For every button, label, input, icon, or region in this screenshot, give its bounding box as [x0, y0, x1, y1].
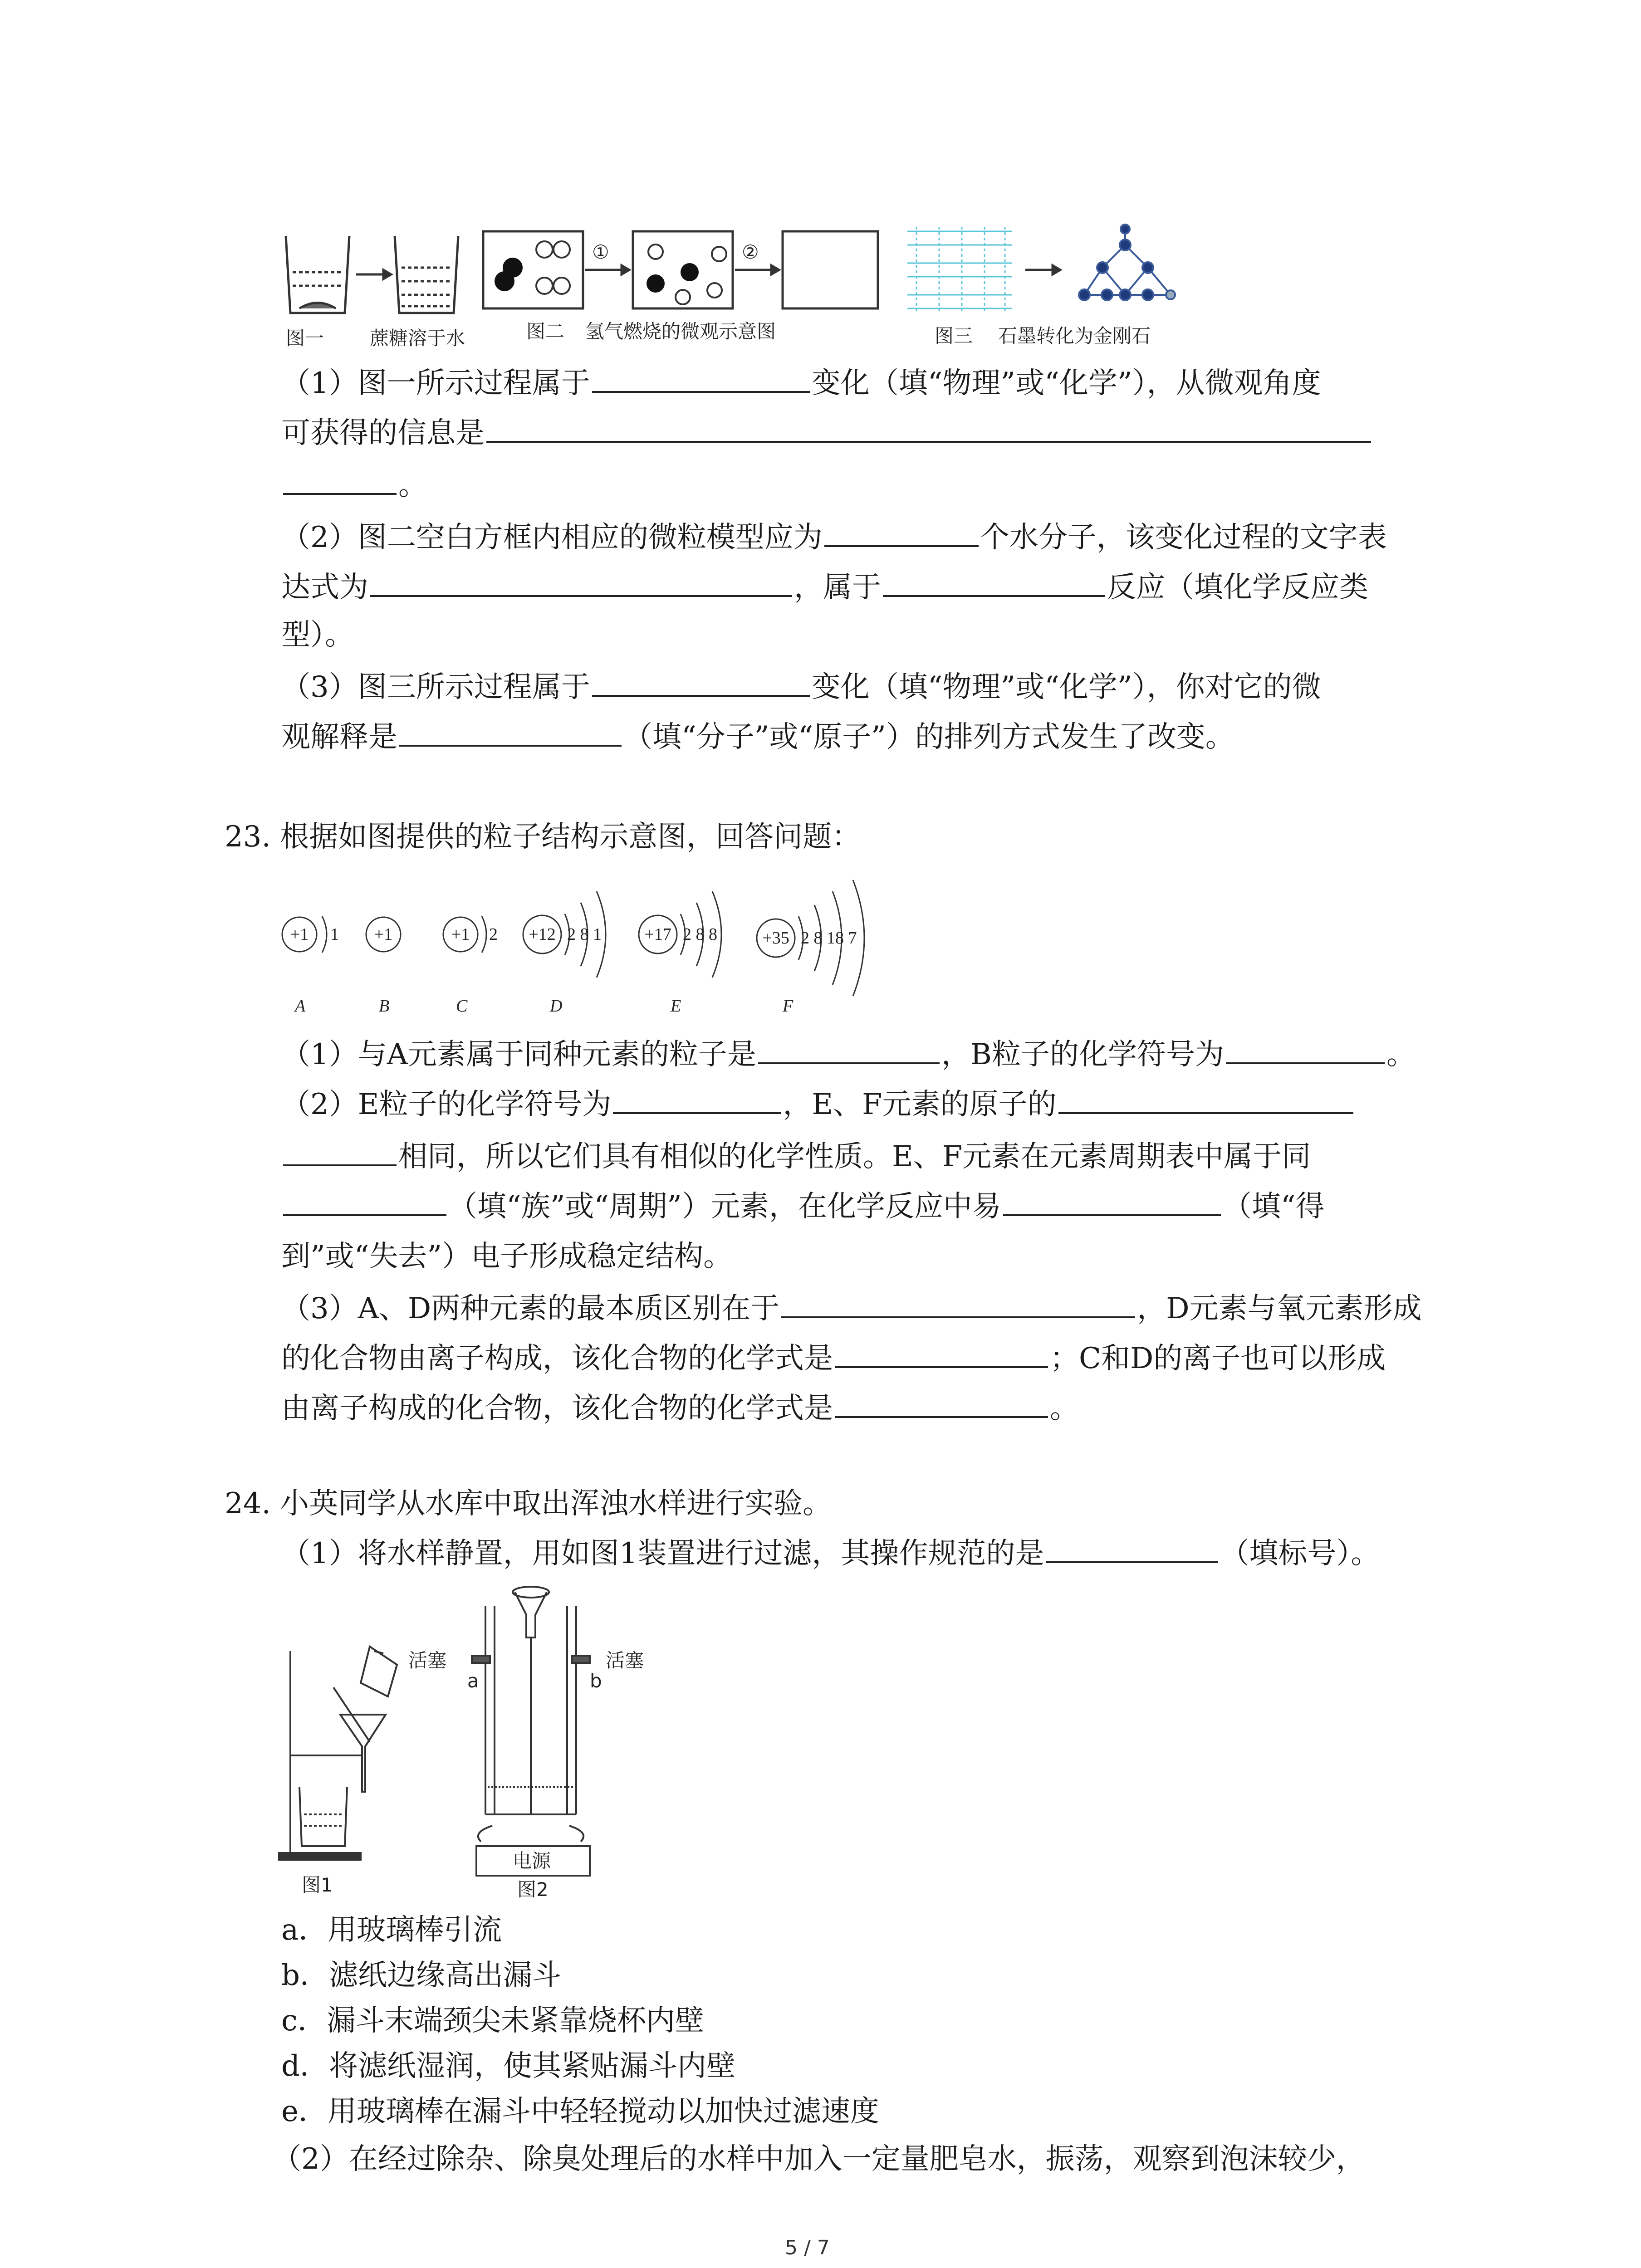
beaker-after-icon [395, 236, 458, 313]
svg-text:F: F [783, 997, 794, 1016]
svg-text:+17: +17 [644, 925, 671, 944]
q22-p2-line2: 达式为 ，属于 反应（填化学反应类 [281, 571, 1368, 604]
particle-B [366, 917, 401, 1016]
products-box [783, 231, 878, 308]
particle-F [757, 880, 864, 1016]
answer-blank[interactable] [283, 1210, 446, 1216]
answer-blank[interactable] [592, 690, 810, 697]
q22-p2-line3: 型）。 [281, 618, 354, 652]
q23-stem: 23. 根据如图提供的粒子结构示意图，回答问题： [225, 820, 861, 854]
q24-stem: 24. 小英同学从水库中取出浑浊水样进行实验。 [225, 1487, 832, 1520]
q23-p2-line2: 相同，所以它们具有相似的化学性质。E、F元素在元素周期表中属于同 [281, 1136, 1311, 1177]
step2-label: ② [742, 241, 759, 263]
fig1-caption: 图一 [286, 327, 324, 349]
particle-C [443, 916, 498, 1016]
answer-blank[interactable] [370, 591, 792, 597]
q23-p3-line1: （3）A、D两种元素的最本质区别在于 ，D元素与氧元素形成 [281, 1292, 1422, 1325]
svg-text:C: C [456, 997, 468, 1016]
answer-blank[interactable] [613, 1108, 781, 1114]
answer-blank[interactable] [1003, 1210, 1221, 1216]
fig2-text: 氢气燃烧的微观示意图 [585, 320, 776, 342]
svg-text:2 8 18 7: 2 8 18 7 [801, 929, 857, 948]
answer-blank[interactable] [781, 1312, 1135, 1318]
fig1-caption: 图1 [302, 1874, 333, 1896]
fig3-text: 石墨转化为金刚石 [998, 325, 1151, 347]
svg-text:2 8 1: 2 8 1 [567, 925, 602, 944]
q23-p3-line3: 由离子构成的化合物，该化合物的化学式是 。 [281, 1392, 1079, 1425]
svg-text:E: E [671, 997, 681, 1016]
q22-p1-line3: 。 [281, 465, 427, 506]
svg-text:+1: +1 [374, 925, 393, 944]
page-number: 5 / 7 [785, 2236, 830, 2259]
svg-text:A: A [295, 997, 306, 1016]
fig2-caption: 图2 [517, 1878, 549, 1901]
q24-option-c: c．漏斗末端颈尖未紧靠烧杯内壁 [281, 2004, 704, 2038]
fig3-caption: 图三 [935, 325, 973, 347]
svg-text:+12: +12 [529, 925, 556, 944]
electrolysis-apparatus-icon [472, 1587, 590, 1876]
svg-text:2 8 8: 2 8 8 [683, 925, 717, 944]
svg-text:D: D [550, 997, 563, 1016]
tube-b-label: b [590, 1670, 602, 1692]
answer-blank[interactable] [592, 386, 810, 393]
q23-p2-line1: （2）E粒子的化学符号为 ，E、F元素的原子的 [281, 1084, 1355, 1125]
q24-option-b: b．滤纸边缘高出漏斗 [281, 1959, 561, 1992]
svg-text:+35: +35 [762, 929, 789, 948]
q23-p3-line2: 的化合物由离子构成，该化合物的化学式是 ；C和D的离子也可以形成 [281, 1342, 1386, 1375]
particle-A [282, 916, 339, 1016]
answer-blank[interactable] [1046, 1557, 1218, 1563]
answer-blank[interactable] [824, 541, 979, 547]
answer-blank[interactable] [283, 1160, 397, 1166]
power-label: 电源 [513, 1850, 551, 1872]
top-figures [272, 218, 1225, 367]
apparatus-figures [272, 1579, 726, 1905]
answer-blank[interactable] [835, 1412, 1048, 1418]
q24-option-d: d．将滤纸湿润，使其紧贴漏斗内壁 [281, 2049, 735, 2083]
q24-option-e: e．用玻璃棒在漏斗中轻轻搅动以加快过滤速度 [281, 2095, 879, 2128]
svg-text:2: 2 [489, 925, 498, 944]
fig2-caption: 图二 [526, 320, 565, 342]
reactants-box [483, 231, 583, 308]
answer-blank[interactable] [835, 1362, 1048, 1368]
valve-left-label: 活塞 [408, 1649, 447, 1672]
q24-p1: （1）将水样静置，用如图1装置进行过滤，其操作规范的是 （填标号）。 [281, 1537, 1380, 1570]
q24-option-a: a．用玻璃棒引流 [281, 1913, 502, 1947]
q23-p2-line3: （填“族”或“周期”）元素，在化学反应中易 （填“得 [281, 1186, 1325, 1227]
tube-a-label: a [467, 1670, 479, 1692]
filtration-apparatus-icon [279, 1647, 397, 1860]
answer-blank[interactable] [486, 436, 1371, 443]
answer-blank[interactable] [883, 591, 1105, 597]
q23-p2-line4: 到”或“失去”）电子形成稳定结构。 [281, 1240, 733, 1273]
fig1-text: 蔗糖溶于水 [370, 327, 465, 349]
step1-label: ① [592, 241, 609, 263]
graphite-icon [907, 227, 1012, 313]
svg-text:+1: +1 [451, 925, 470, 944]
svg-text:1: 1 [330, 925, 339, 944]
answer-blank[interactable] [399, 740, 622, 747]
beaker-before-icon [286, 236, 349, 313]
q22-p1-line2: 可获得的信息是 [281, 413, 1373, 454]
q23-p1: （1）与A元素属于同种元素的粒子是 ，B粒子的化学符号为 。 [281, 1038, 1416, 1071]
answer-blank[interactable] [1226, 1058, 1385, 1064]
q22-p2-line1: （2）图二空白方框内相应的微粒模型应为 个水分子，该变化过程的文字表 [281, 521, 1387, 554]
q22-p1-line1: （1）图一所示过程属于 变化（填“物理”或“化学”），从微观角度 [281, 367, 1321, 400]
answer-blank[interactable] [758, 1058, 940, 1064]
valve-right-label: 活塞 [606, 1649, 644, 1672]
q22-p3-line1: （3）图三所示过程属于 变化（填“物理”或“化学”），你对它的微 [281, 670, 1321, 704]
q24-p2: （2）在经过除杂、除臭处理后的水样中加入一定量肥皂水，振荡，观察到泡沫较少， [272, 2142, 1365, 2176]
q22-p3-line2: 观解释是 （填“分子”或“原子”）的排列方式发生了改变。 [281, 720, 1234, 754]
svg-text:+1: +1 [290, 925, 309, 944]
particle-diagrams [272, 871, 930, 1025]
particle-D [523, 891, 606, 1016]
particle-E [639, 891, 721, 1016]
diamond-icon [1079, 225, 1175, 300]
answer-blank[interactable] [283, 489, 397, 495]
answer-blank[interactable] [1058, 1108, 1353, 1114]
svg-text:B: B [379, 997, 390, 1016]
